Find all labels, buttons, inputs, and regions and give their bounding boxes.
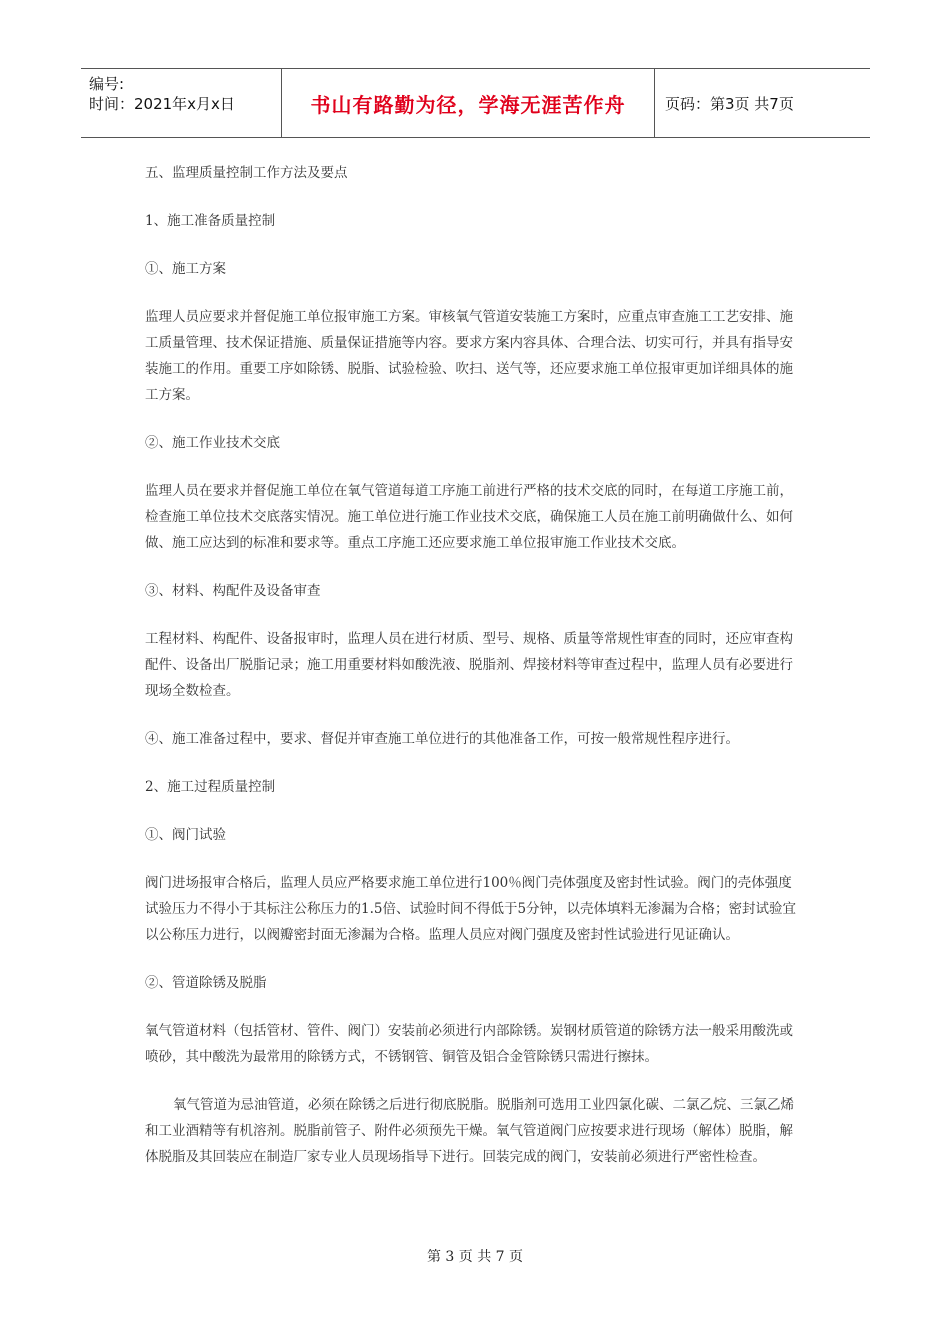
header-page-label: 页码：第3页 共7页 <box>665 94 794 113</box>
subheading-materials-review: ③、材料、构配件及设备审查 <box>145 583 321 599</box>
number-label: 编号: <box>89 75 125 93</box>
heading-construction-process: 2、施工过程质量控制 <box>145 779 276 795</box>
header-motto: 书山有路勤为径，学海无涯苦作舟 <box>282 69 655 137</box>
paragraph-degreasing: 氧气管道为忌油管道，必须在除锈之后进行彻底脱脂。脱脂剂可选用工业四氯化碳、二氯乙烷、三氯乙烯和工业酒精等有机溶剂。脱脂前管子、附件必须预先干燥。氧气管道阀门应按要求进行现场（解体）脱脂，解体脱脂及其回装应在制造厂家专业人员现场指导下进行。回装完成的阀门，安装前必须进行严密性检查。 <box>145 1097 794 1165</box>
subheading-technical-briefing: ②、施工作业技术交底 <box>145 435 280 451</box>
subheading-derusting-degreasing: ②、管道除锈及脱脂 <box>145 975 267 991</box>
paragraph-materials-review: 工程材料、构配件、设备报审时，监理人员在进行材质、型号、规格、质量等常规性审查的同时，还应审查构配件、设备出厂脱脂记录；施工用重要材料如酸洗液、脱脂剂、焊接材料等审查过程中，监理人员有必要进行现场全数检查。 <box>145 631 793 699</box>
document-body <box>145 160 805 1170</box>
section-title: 五、监理质量控制工作方法及要点 <box>145 165 348 181</box>
page-footer: 第 3 页 共 7 页 <box>426 1249 524 1265</box>
paragraph-derusting: 氧气管道材料（包括管材、管件、阀门）安装前必须进行内部除锈。炭钢材质管道的除锈方法一般采用酸洗或喷砂，其中酸洗为最常用的除锈方式，不锈钢管、铜管及铝合金管除锈只需进行擦抹。 <box>145 1023 793 1065</box>
paragraph-construction-plan: 监理人员应要求并督促施工单位报审施工方案。审核氧气管道安装施工方案时，应重点审查施工工艺安排、施工质量管理、技术保证措施、质量保证措施等内容。要求方案内容具体、合理合法、切实可行，并具有指导安装施工的作用。重要工序如除锈、脱脂、试验检验、吹扫、送气等，还应要求施工单位报审更加详细具体的施工方案。 <box>145 309 793 403</box>
paragraph-other-preparation: ④、施工准备过程中，要求、督促并审查施工单位进行的其他准备工作，可按一般常规性程序进行。 <box>145 731 739 747</box>
subheading-construction-plan: ①、施工方案 <box>145 261 226 277</box>
heading-construction-preparation: 1、施工准备质量控制 <box>145 213 276 229</box>
date-label: 时间：2021年x月x日 <box>89 95 235 113</box>
subheading-valve-test: ①、阀门试验 <box>145 827 226 843</box>
paragraph-valve-test: 阀门进场报审合格后，监理人员应严格要求施工单位进行100％阀门壳体强度及密封性试验。阀门的壳体强度试验压力不得小于其标注公称压力的1.5倍、试验时间不得低于5分钟，以壳体填料无渗漏为合格；密封试验宜以公称压力进行，以阀瓣密封面无渗漏为合格。监理人员应对阀门强度及密封性试验进行见证确认。 <box>145 875 797 943</box>
document-header <box>81 68 870 138</box>
header-meta <box>81 69 282 137</box>
paragraph-technical-briefing: 监理人员在要求并督促施工单位在氧气管道每道工序施工前进行严格的技术交底的同时，在每道工序施工前，检查施工单位技术交底落实情况。施工单位进行施工作业技术交底，确保施工人员在施工前明确做什么、如何做、施工应达到的标准和要求等。重点工序施工还应要求施工单位报审施工作业技术交底。 <box>145 483 793 551</box>
